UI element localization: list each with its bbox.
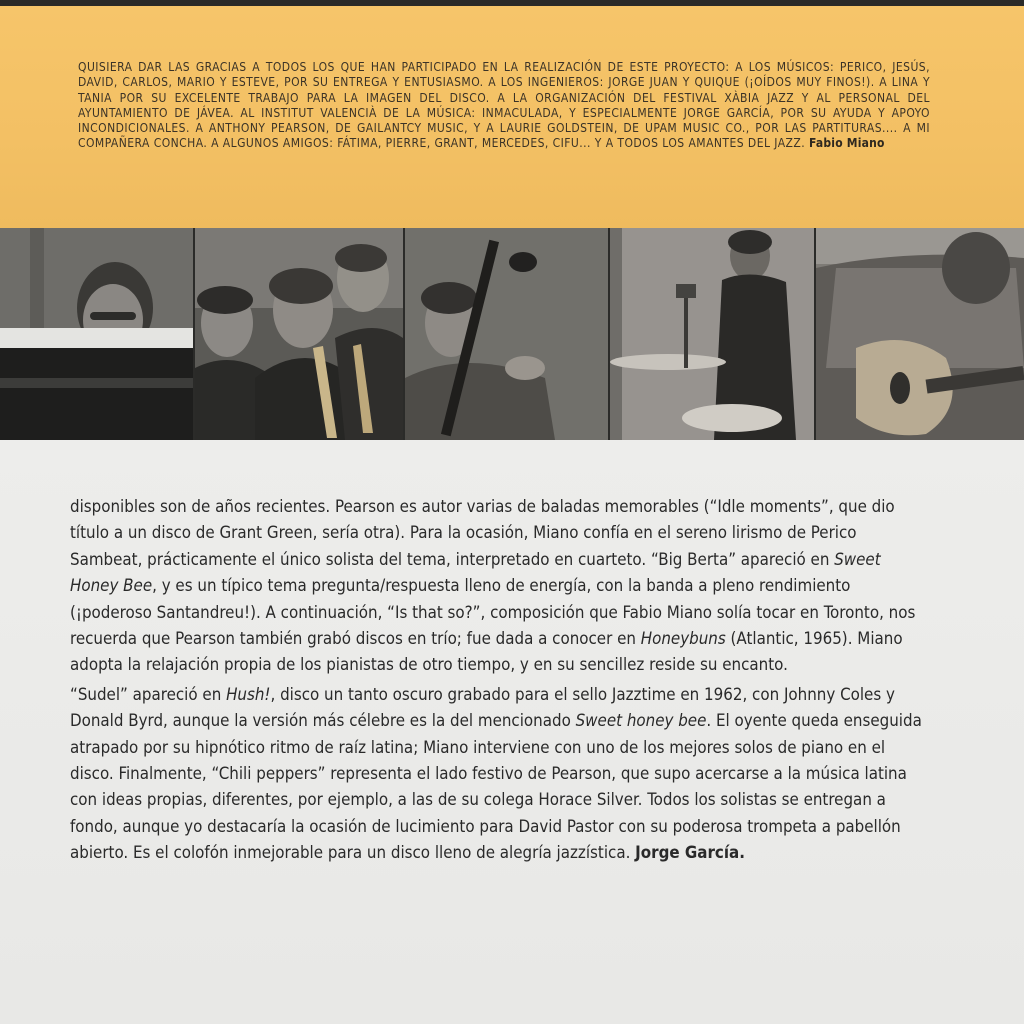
photo-bassist [405, 228, 608, 440]
p1-text-2: , y es un típico tema pregunta/respuesta lleno de energía, con la banda a pleno rendimiento (¡poderoso Santandreu!). A continuación, “Is that so?”, composición que Fabio Miano solía tocar en Toronto, nos recuerda que Pearson también grabó discos en trío; fue dada a conocer en [70, 575, 916, 649]
photo-drummer [610, 228, 814, 440]
bassist-photo-image [405, 228, 608, 440]
p2-text-2: , disco un tanto oscuro grabado para el sello Jazztime en 1962, con Johnny Coles y Donald Byrd, aunque la versión más célebre es la del mencionado [70, 683, 895, 731]
liner-notes-signature: Jorge García. [635, 842, 745, 863]
liner-notes-paragraph-2 [70, 681, 930, 866]
liner-notes-paragraph-1 [70, 493, 930, 678]
drummer-photo-image [610, 228, 814, 440]
saxophonists-photo-image [195, 228, 403, 440]
acknowledgements-body: QUISIERA DAR LAS GRACIAS A TODOS LOS QUE HAN PARTICIPADO EN LA REALIZACIÓN DE ESTE PROYECTO: A LOS MÚSICOS: PERICO, JESÚS, DAVID, CARLOS, MARIO Y ESTEVE, POR SU ENTREGA Y ENTUSIASMO. A LOS INGENIEROS: JORGE JUAN Y QUIQUE (¡OÍDOS MUY FINOS!). A LINA Y TANIA POR SU EXCELENTE TRABAJO PARA LA IMAGEN DEL DISCO. A LA ORGANIZACIÓN DEL FESTIVAL XÀBIA JAZZ Y AL PERSONAL DEL AYUNTAMIENTO DE JÁVEA. AL INSTITUT VALENCIÀ DE LA MÚSICA: INMACULADA, Y ESPECIALMENTE JORGE GARCÍA, POR SU AYUDA Y APOYO INCONDICIONALES. A ANTHONY PEARSON, DE GAILANTCY MUSIC, Y A LAURIE GOLDSTEIN, DE UPAM MUSIC CO., POR LAS PARTITURAS.... A MI COMPAÑERA CONCHA. A ALGUNOS AMIGOS: FÁTIMA, PIERRE, GRANT, MERCEDES, CIFU... Y A TODOS LOS AMANTES DEL JAZZ. [78, 60, 930, 151]
p1-text-3: (Atlantic, 1965). Miano adopta la relajación propia de los pianistas de otro tiempo, y en su sencillez reside su encanto. [70, 628, 903, 675]
photo-pianist [0, 228, 193, 440]
p2-text-3: . El oyente queda enseguida atrapado por su hipnótico ritmo de raíz latina; Miano interviene con uno de los mejores solos de piano en el disco. Finalmente, “Chili peppers” representa el lado festivo de Pearson, que supo acercarse a la música latina con ideas propias, diferentes, por ejemplo, a las de su colega Horace Silver. Todos los solistas se entregan a fondo, aunque yo destacaría la ocasión de lucimiento para David Pastor con su poderosa trompeta a pabellón abierto. Es el colofón inmejorable para un disco lleno de alegría jazzística. [70, 710, 922, 863]
p1-album-title-1: Sweet Honey Bee [70, 548, 881, 596]
acknowledgements-signature: Fabio Miano [809, 136, 885, 151]
pianist-photo-image [0, 228, 193, 440]
p1-album-title-2: Honeybuns [640, 628, 726, 649]
p2-text-1: “Sudel” apareció en [70, 683, 227, 704]
musician-photo-strip [0, 228, 1024, 440]
p2-album-title-1: Hush! [226, 683, 271, 704]
guitarist-photo-image [816, 228, 1024, 440]
photo-guitarist [816, 228, 1024, 440]
p2-album-title-2: Sweet honey bee [575, 710, 707, 731]
photo-saxophonists [195, 228, 403, 440]
p1-text-1: disponibles son de años recientes. Pearson es autor varias de baladas memorables (“Idle moments”, que dio título a un disco de Grant Green, sería otra). Para la ocasión, Miano confía en el sereno lirismo de Perico Sambeat, prácticamente el único solista del tema, interpretado en cuarteto. “Big Berta” apareció en [70, 496, 895, 569]
liner-notes-text [70, 493, 930, 869]
acknowledgements-text [78, 60, 930, 152]
